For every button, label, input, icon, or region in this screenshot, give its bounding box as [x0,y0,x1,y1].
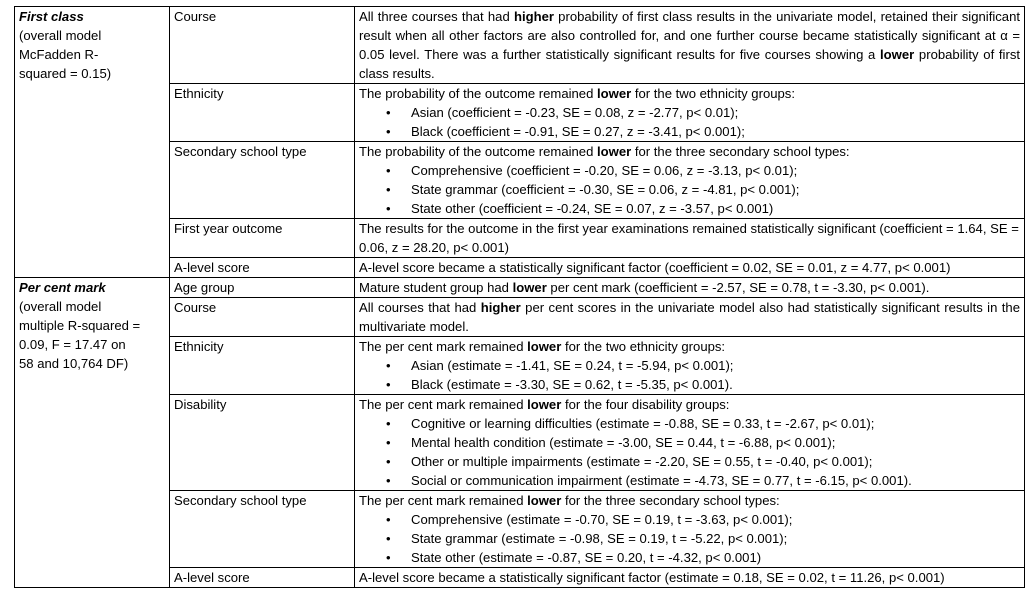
factor-cell: Ethnicity [170,84,355,142]
description-text [359,395,1020,414]
description-text [359,491,1020,510]
text-segment: The probability of the outcome remained [359,86,598,101]
factor-cell: A-level score [170,258,355,278]
text-segment: The per cent mark remained [359,397,528,412]
text-segment: A-level score became a statistically significant factor (coefficient = 0.02, SE = 0.01, z = 4.77, p< 0.001) [359,260,951,275]
bullet-item: • State grammar (coefficient = -0.30, SE = 0.06, z = -4.81, p< 0.001); [411,180,1020,199]
bullet-item: • State other (coefficient = -0.24, SE = 0.07, z = -3.57, p< 0.001) [411,199,1020,218]
description-cell [355,258,1025,278]
bullet-list [359,510,1020,567]
description-text [359,84,1020,103]
text-segment: A-level score became a statistically significant factor (estimate = 0.18, SE = 0.02, t = 11.26, p< 0.001) [359,570,945,585]
bullet-item: • Black (coefficient = -0.91, SE = 0.27, z = -3.41, p< 0.001); [411,122,1020,141]
table-row [15,7,1025,84]
model-group-cell [15,7,170,278]
text-segment: The per cent mark remained [359,339,528,354]
description-text [359,298,1020,336]
bullet-item: • Black (estimate = -3.30, SE = 0.62, t = -5.35, p< 0.001). [411,375,1020,394]
bullet-item: • Social or communication impairment (estimate = -4.73, SE = 0.77, t = -6.15, p< 0.001). [411,471,1020,490]
description-cell [355,278,1025,298]
description-cell [355,337,1025,395]
text-segment: The probability of the outcome remained [359,144,598,159]
bullet-list [359,414,1020,490]
results-table-body [15,7,1025,588]
bullet-item: • Asian (estimate = -1.41, SE = 0.24, t = -5.94, p< 0.001); [411,356,1020,375]
description-text [359,142,1020,161]
bullet-item: • Comprehensive (estimate = -0.70, SE = 0.19, t = -3.63, p< 0.001); [411,510,1020,529]
emphasis-text: lower [527,397,562,412]
description-cell [355,142,1025,219]
description-text [359,7,1020,83]
text-segment: for the three secondary school types: [561,493,780,508]
text-segment: per cent scores in the univariate model also had statistically significant results in the multivariate model. [359,300,1020,334]
description-text [359,258,1020,277]
bullet-item: • Mental health condition (estimate = -3.00, SE = 0.44, t = -6.88, p< 0.001); [411,433,1020,452]
factor-cell: Secondary school type [170,491,355,568]
bullet-item: • Comprehensive (coefficient = -0.20, SE = 0.06, z = -3.13, p< 0.01); [411,161,1020,180]
text-segment: for the two ethnicity groups: [561,339,726,354]
emphasis-text: lower [512,280,547,295]
model-group-cell [15,278,170,588]
description-text [359,219,1020,257]
description-cell [355,298,1025,337]
bullet-list [359,103,1020,141]
emphasis-text: higher [513,9,554,24]
text-segment: for the three secondary school types: [631,144,850,159]
text-segment: Mature student group had [359,280,513,295]
emphasis-text: higher [480,300,521,315]
description-cell [355,219,1025,258]
emphasis-text: lower [597,144,632,159]
emphasis-text: lower [597,86,632,101]
bullet-list [359,161,1020,218]
factor-cell: Ethnicity [170,337,355,395]
bullet-item: • Asian (coefficient = -0.23, SE = 0.08, z = -2.77, p< 0.01); [411,103,1020,122]
model-group-title: Per cent mark [19,280,106,295]
table-row [15,278,1025,298]
description-cell [355,491,1025,568]
results-table [14,6,1025,588]
factor-cell: Secondary school type [170,142,355,219]
bullet-item: • State grammar (estimate = -0.98, SE = 0.19, t = -5.22, p< 0.001); [411,529,1020,548]
factor-cell: Course [170,7,355,84]
text-segment: probability of first class results. [359,47,1021,81]
text-segment: All three courses that had [359,9,514,24]
bullet-list [359,356,1020,394]
description-cell [355,84,1025,142]
description-cell [355,568,1025,588]
factor-cell: Disability [170,395,355,491]
bullet-item: • Cognitive or learning difficulties (estimate = -0.88, SE = 0.33, t = -2.67, p< 0.01); [411,414,1020,433]
model-group-stats: (overall model McFadden R- squared = 0.15) [19,28,112,81]
text-segment: The per cent mark remained [359,493,528,508]
text-segment: per cent mark (coefficient = -2.57, SE = 0.78, t = -3.30, p< 0.001). [546,280,930,295]
bullet-item: • Other or multiple impairments (estimate = -2.20, SE = 0.55, t = -0.40, p< 0.001); [411,452,1020,471]
factor-cell: A-level score [170,568,355,588]
emphasis-text: lower [880,47,915,62]
description-cell [355,7,1025,84]
emphasis-text: lower [527,493,562,508]
description-cell [355,395,1025,491]
factor-cell: Course [170,298,355,337]
text-segment: for the two ethnicity groups: [631,86,795,101]
description-text [359,568,1020,587]
description-text [359,278,1020,297]
model-group-stats: (overall model multiple R-squared = 0.09, F = 17.47 on 58 and 10,764 DF) [19,299,141,371]
model-group-title: First class [19,9,84,24]
bullet-item: • State other (estimate = -0.87, SE = 0.20, t = -4.32, p< 0.001) [411,548,1020,567]
description-text [359,337,1020,356]
text-segment: All courses that had [359,300,481,315]
text-segment: probability of first class results in the univariate model, retained their significant result when all other factors are also controlled for, and one further course became statistically significant at α = 0.05 level. There was a further statistically significant results for five courses showing a [359,9,1020,62]
factor-cell: Age group [170,278,355,298]
factor-cell: First year outcome [170,219,355,258]
text-segment: for the four disability groups: [561,397,730,412]
emphasis-text: lower [527,339,562,354]
text-segment: The results for the outcome in the first year examinations remained statistically significant (coefficient = 1.64, SE = 0.06, z = 28.20, p< 0.001) [359,221,1019,255]
